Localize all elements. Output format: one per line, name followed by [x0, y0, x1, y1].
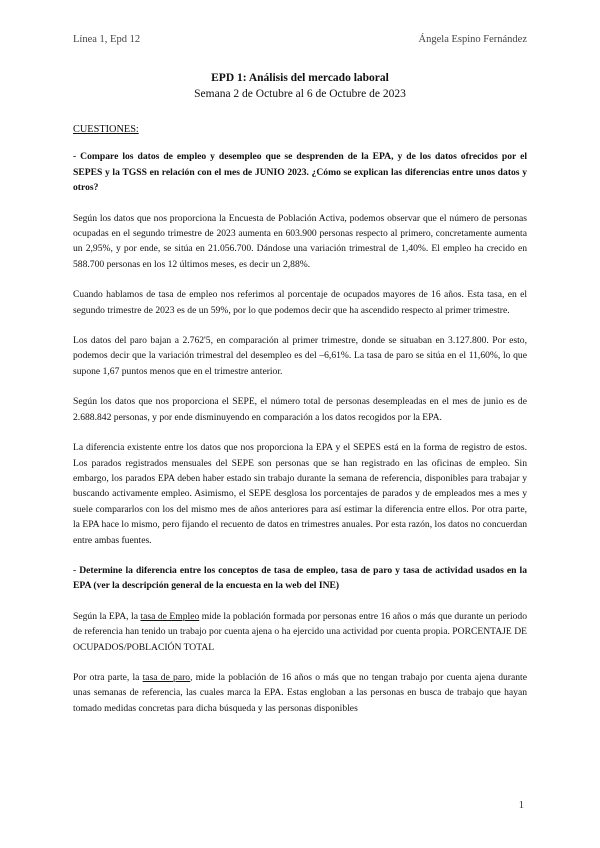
text: mide la población formada por personas entre 16 años o más que durante un periodo de referencia han tenido un trabajo por cuenta ajena o ha ejercido una actividad por cuenta propia. PORCENTAJE DE OCUPADOS/POBLACIÓN TOTAL: [73, 610, 528, 653]
question-1: - Compare los datos de empleo y desempleo que se desprenden de la EPA, y de los datos ofrecidos por el SEPES y la TGSS en relación con el mes de JUNIO 2023. ¿Cómo se explican las diferencias entre unos datos y otros?: [73, 151, 527, 194]
term-tasa-paro: tasa de paro: [142, 671, 191, 683]
text: Según la EPA, la: [73, 610, 141, 622]
header-right: Ángela Espino Fernández: [418, 34, 527, 45]
document-subtitle: Semana 2 de Octubre al 6 de Octubre de 2023: [194, 88, 406, 100]
paragraph-tasa-empleo: Cuando hablamos de tasa de empleo nos referimos al porcentaje de ocupados mayores de 16 años. Esta tasa, en el segundo trimestre de 2023 es de un 59%, por lo que podemos decir que ha ascendido respecto al primer trimestre.: [73, 289, 527, 316]
paragraph-paro: Los datos del paro bajan a 2.762'5, en comparación al primer trimestre, donde se situaban en 3.127.800. Por esto, podemos decir que la variación trimestral del desempleo es del –6,61%. La tasa de paro se sitúa en el 11,60%, lo que supone 1,67 puntos menos que en el trimestre anterior.: [73, 335, 527, 377]
paragraph-epa-ocupados: Según los datos que nos proporciona la Encuesta de Población Activa, podemos observar que el número de personas ocupadas en el segundo trimestre de 2023 aumenta en 603.900 personas respecto al primero, concretamente aumenta un 2,95%, y por ende, se sitúa en 21.056.700. Dándose una variación trimestral de 1,40%. El empleo ha crecido en 588.700 personas en los 12 últimos meses, es decir un 2,88%.: [73, 212, 527, 270]
header-left: Línea 1, Epd 12: [73, 34, 141, 45]
paragraph-diferencia: La diferencia existente entre los datos que nos proporciona la EPA y el SEPES está en la forma de registro de estos. Los parados registrados mensuales del SEPE son personas que se han registrado en las oficinas de empleo. Sin embargo, los parados EPA deben haber estado sin trabajo durante la semana de referencia, disponibles para trabajar y buscando activamente empleo. Asimismo, el SEPE desglosa los porcentajes de parados y de empleados mes a mes y suele compararlos con los del mismo mes de años anteriores para así estimar la diferencia entre ellos. Por otra parte, la EPA hace lo mismo, pero fijando el recuento de datos en trimestres anuales. Por esta razón, los datos no concuerdan entre ambas fuentes.: [73, 442, 527, 546]
paragraph-def-empleo: [73, 609, 527, 655]
document-body: [73, 122, 527, 731]
text: , mide la población de 16 años o más que no tengan trabajo por cuenta ajena durante unas semanas de referencia, las cuales marca la EPA. Estas engloban a las personas en busca de trabajo que hayan tomado medidas concretas para dicha búsqueda y las personas disponibles: [73, 671, 527, 714]
paragraph-sepe: Según los datos que nos proporciona el SEPE, el número total de personas desempleadas en el mes de junio es de 2.688.842 personas, y por ende disminuyendo en comparación a los datos recogidos por la EPA.: [73, 396, 527, 423]
page-number: 1: [518, 800, 524, 811]
section-heading: CUESTIONES:: [73, 124, 139, 135]
term-tasa-empleo: tasa de Empleo: [140, 610, 200, 622]
page-header: [73, 34, 527, 50]
text: Por otra parte, la: [73, 671, 143, 683]
document-title: EPD 1: Análisis del mercado laboral: [211, 72, 389, 84]
question-2: - Determine la diferencia entre los conceptos de tasa de empleo, tasa de paro y tasa de actividad usados en la EPA (ver la descripción general de la encuesta en la web del INE): [73, 564, 527, 592]
paragraph-def-paro: [73, 670, 527, 716]
